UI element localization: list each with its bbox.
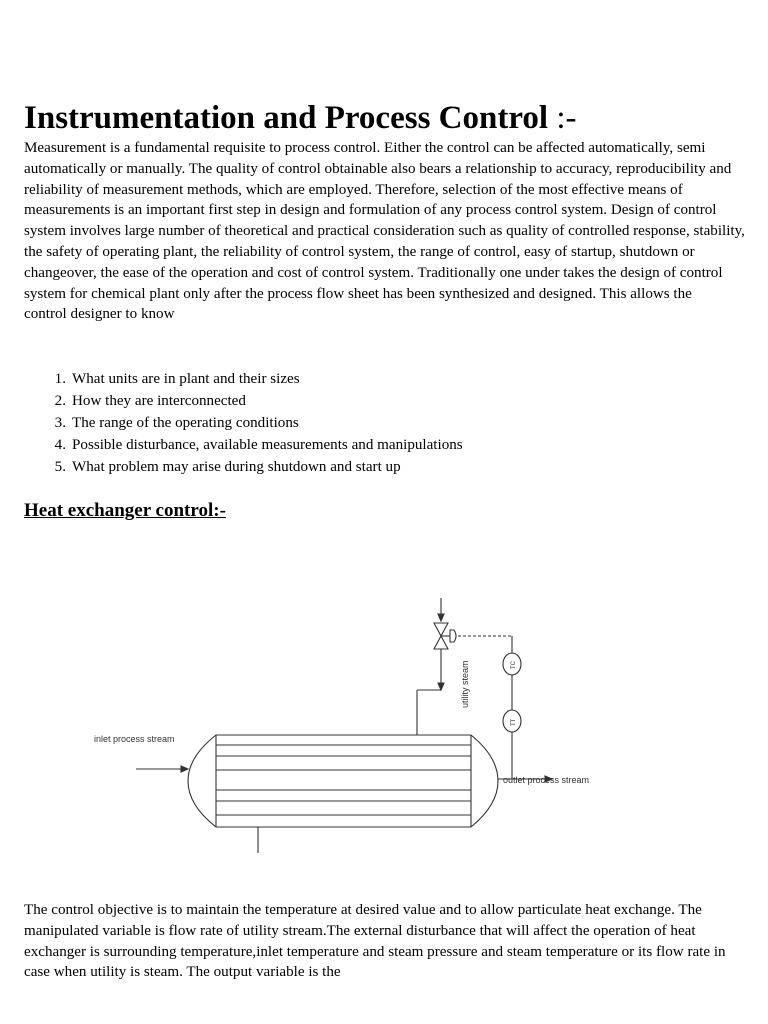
control-valve-bottom xyxy=(434,636,448,649)
list-item xyxy=(24,412,724,434)
list-item-text: The range of the operating conditions xyxy=(72,415,299,431)
requirements-list xyxy=(24,368,724,478)
tc-label: TC xyxy=(511,661,517,669)
utility-label: utility steam xyxy=(460,660,470,708)
list-item xyxy=(24,368,724,390)
list-item-text: Possible disturbance, available measurements and manipulations xyxy=(72,437,463,453)
title-suffix: :- xyxy=(556,100,577,136)
inlet-label: inlet process stream xyxy=(94,734,175,744)
outlet-label: outlet process stream xyxy=(503,775,590,785)
diagram-labels xyxy=(94,660,589,785)
intro-lead-in: control designer to know xyxy=(24,306,175,323)
list-item-number: 1. xyxy=(54,371,66,387)
control-valve-top xyxy=(434,623,448,636)
tt-label: TT xyxy=(511,718,517,726)
list-item-number: 5. xyxy=(54,459,66,475)
list-item xyxy=(24,390,724,412)
page-title xyxy=(24,96,576,140)
section-heading: Heat exchanger control:- xyxy=(24,500,226,521)
intro-section xyxy=(24,138,748,325)
list-item-number: 2. xyxy=(54,393,66,409)
title-main: Instrumentation and Process Control xyxy=(24,100,549,136)
valve-actuator xyxy=(450,630,456,642)
heat-exchanger-diagram xyxy=(60,545,650,875)
list-item xyxy=(24,434,724,456)
steam-arrow-icon xyxy=(438,683,444,690)
inlet-arrow-icon xyxy=(181,766,188,772)
list-item-text: What units are in plant and their sizes xyxy=(72,371,300,387)
list-item xyxy=(24,456,724,478)
list-item-text: How they are interconnected xyxy=(72,393,246,409)
steam-arrow-icon xyxy=(438,614,444,621)
exchanger-shell xyxy=(188,735,498,827)
list-item-number: 3. xyxy=(54,415,66,431)
list-item-text: What problem may arise during shutdown and start up xyxy=(72,459,401,475)
intro-paragraph: Measurement is a fundamental requisite to process control. Either the control can be affected automatically, semi automatically or manually. The quality of control obtainable also bears a relationship to accuracy, reproducibility and reliability of measurement methods, which are employed. Therefore, selection of the most effective means of measurements is an important first step in design and formulation of any process control system. Design of control system involves large number of theoretical and practical consideration such as quality of controlled response, stability, the safety of operating plant, the reliability of control system, the range of control, easy of startup, shutdown or changeover, the ease of the operation and cost of control system. Traditionally one under takes the design of control system for chemical plant only after the process flow sheet has been synthesized and designed. This allows the xyxy=(24,140,745,302)
bottom-paragraph: The control objective is to maintain the temperature at desired value and to allow particulate heat exchange. The manipulated variable is flow rate of utility stream.The external disturbance that will affect the operation of heat exchanger is surrounding temperature,inlet temperature and steam pressure and steam temperature or its flow rate in case when utility is steam. The output variable is the xyxy=(24,902,726,981)
list-item-number: 4. xyxy=(54,437,66,453)
shell-outline xyxy=(188,735,498,827)
